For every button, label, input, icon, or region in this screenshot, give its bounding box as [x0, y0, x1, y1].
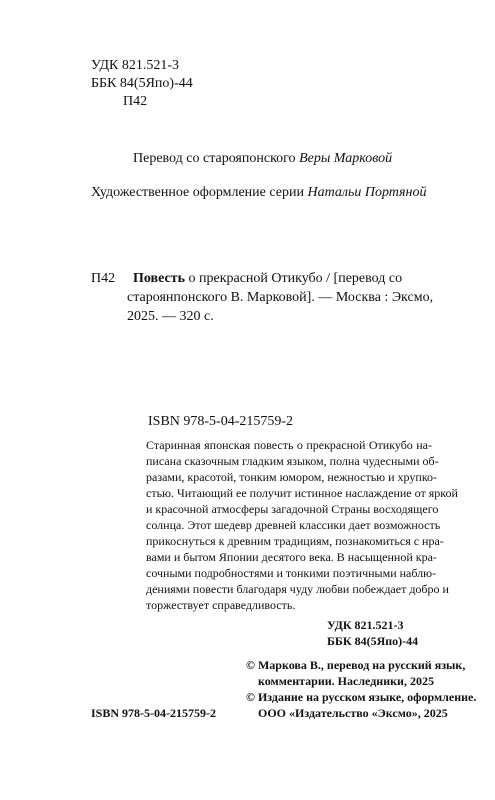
annotation-line: разами, красотой, тонким юмором, нежностью и хрупко-	[146, 470, 438, 484]
udk-code-bottom: УДК 821.521-3	[327, 618, 404, 632]
design-credit	[91, 184, 427, 201]
entry-title: Повесть	[133, 271, 185, 286]
isbn-bottom: ISBN 978-5-04-215759-2	[91, 706, 216, 720]
design-prefix: Художественное оформление серии	[91, 185, 304, 200]
annotation-line: сочными подробностями и тонкими поэтичными наблю-	[146, 566, 437, 580]
annotation-line: прикоснуться к древним традициям, познакомиться с нра-	[146, 534, 444, 548]
bbk-code: ББК 84(5Япо)-44	[91, 76, 193, 91]
translator-name: Веры Марковой	[299, 151, 393, 166]
annotation-line: стью. Читающий ее получит истинное наслаждение от яркой	[146, 486, 458, 500]
translation-prefix: Перевод со старояпонского	[133, 151, 296, 166]
annotation-line: торжествует справедливость.	[146, 598, 296, 612]
annotation-line: дениями повести благодаря чуду любви побеждает добро и	[146, 582, 449, 596]
annotation-line: писана сказочным гладким языком, полна чудесными об-	[146, 454, 439, 468]
bbk-code-bottom: ББК 84(5Япо)-44	[327, 634, 419, 648]
entry-line-1	[133, 270, 402, 287]
annotation-line: вами и бытом Японии десятого века. В насыщенной кра-	[146, 550, 437, 564]
udk-code: УДК 821.521-3	[91, 58, 180, 73]
isbn-main: ISBN 978-5-04-215759-2	[148, 414, 294, 429]
annotation-line: и красочной атмосферы загадочной Страны восходящего	[146, 502, 439, 516]
copyright-line: комментарии. Наследники, 2025	[258, 674, 434, 688]
annotation-line: Старинная японская повесть о прекрасной Отикубо на-	[146, 438, 432, 452]
entry-mark: П42	[91, 271, 116, 286]
translator-credit	[133, 150, 392, 167]
copyright-line: © Издание на русском языке, оформление.	[246, 690, 477, 704]
entry-line-1-rest: о прекрасной Отикубо / [перевод со	[188, 271, 403, 286]
copyright-line: © Маркова В., перевод на русский язык,	[246, 658, 466, 672]
entry-line-3: 2025. — 320 с.	[127, 309, 214, 324]
annotation-line: солнца. Этот шедевр древней классики дает возможность	[146, 518, 441, 532]
entry-line-2: староянпонского В. Марковой]. — Москва : Эксмо,	[127, 290, 434, 305]
designer-name: Натальи Портяной	[307, 185, 427, 200]
copyright-line: ООО «Издательство «Эксмо», 2025	[258, 706, 448, 720]
author-mark: П42	[123, 94, 148, 109]
